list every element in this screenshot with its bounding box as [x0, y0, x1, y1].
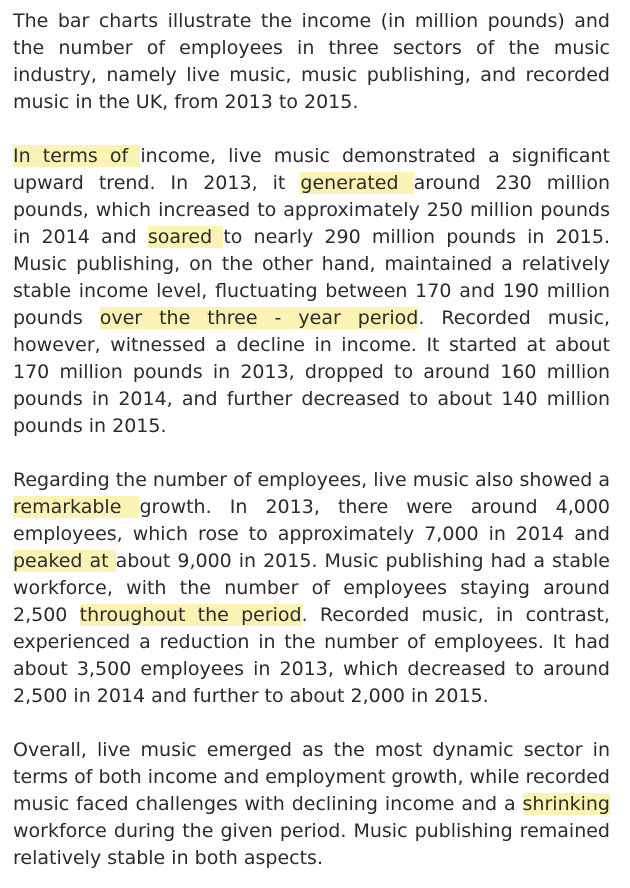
text-run: to nearly 290 million pounds in 2015. Music publishing, on the other hand, maintained a relatively stable income level, fluctuating between 170 and 190 million pounds	[13, 226, 610, 329]
text-run: about 9,000 in 2015. Music publishing had a stable workforce, with the number of employees staying around 2,500	[13, 550, 610, 626]
paragraph-4	[13, 737, 610, 872]
highlighted-phrase: remarkable	[13, 496, 140, 518]
text-run: . Recorded music, in contrast, experienced a reduction in the number of employees. It had about 3,500 employees in 2013, which decreased to around 2,500 in 2014 and further to about 2,000 in 2015.	[13, 604, 610, 707]
highlighted-phrase: In terms of	[13, 145, 141, 167]
text-run: Regarding the number of employees, live music also showed a	[13, 469, 610, 491]
text-run: around 230 million pounds, which increased to approximately 250 million pounds in 2014 and	[13, 172, 610, 248]
text-run: workforce during the given period. Music publishing remained relatively stable in both aspects.	[13, 820, 610, 869]
text-run: . Recorded music, however, witnessed a decline in income. It started at about 170 million pounds in 2013, dropped to around 160 million pounds in 2014, and further decreased to about 140 million pounds in 2015.	[13, 307, 610, 437]
highlighted-phrase: peaked at	[13, 550, 116, 572]
paragraph-1	[13, 8, 610, 116]
text-run: The bar charts illustrate the income (in million pounds) and the number of employees in three sectors of the music industry, namely live music, music publishing, and recorded music in the UK, from 2013 to 2015.	[13, 10, 610, 113]
highlighted-phrase: shrinking	[522, 793, 610, 815]
text-run: Overall, live music emerged as the most dynamic sector in terms of both income and employment growth, while recorded music faced challenges with declining income and a	[13, 739, 610, 815]
text-run: income, live music demonstrated a significant upward trend. In 2013, it	[13, 145, 610, 194]
highlighted-phrase: soared	[147, 226, 224, 248]
highlighted-phrase: over the three - year period	[99, 307, 419, 329]
highlighted-phrase: generated	[300, 172, 414, 194]
paragraph-2	[13, 143, 610, 440]
paragraph-3	[13, 467, 610, 710]
highlighted-phrase: throughout the period	[79, 604, 302, 626]
text-run: growth. In 2013, there were around 4,000 employees, which rose to approximately 7,000 in 2014 and	[13, 496, 610, 545]
